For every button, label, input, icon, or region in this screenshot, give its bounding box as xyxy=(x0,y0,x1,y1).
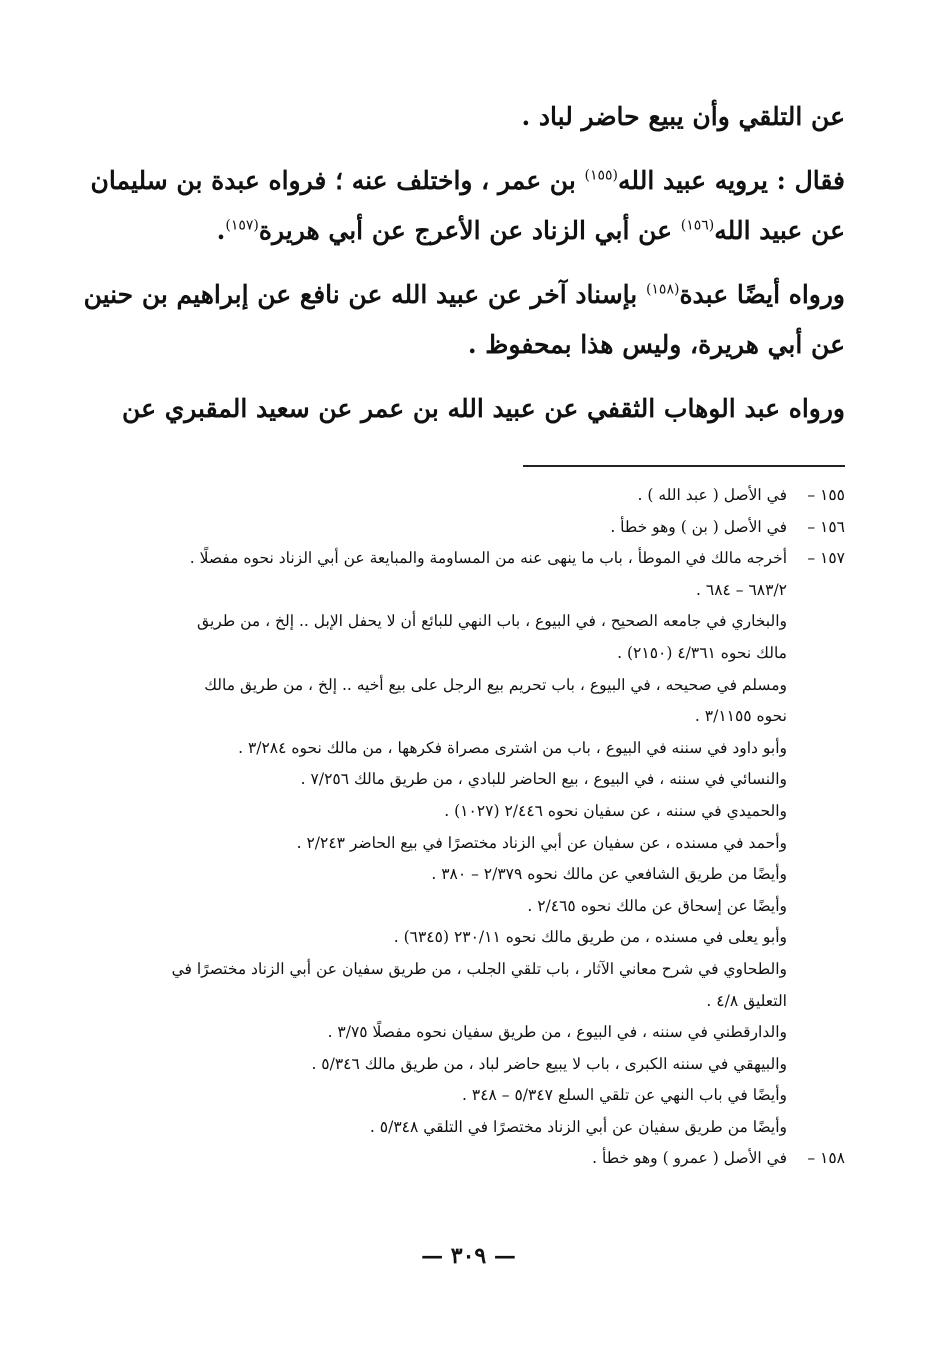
footnote-number: ١٥٨ – xyxy=(807,1149,845,1168)
footnote-ref[interactable]: (١٥٧) xyxy=(225,217,259,234)
footnote-text xyxy=(125,606,787,669)
footnote xyxy=(125,670,845,733)
footnote-line: وأحمد في مسنده ، عن سفيان عن أبي الزناد مختصرًا في بيع الحاضر ٢/٢٤٣ . xyxy=(296,833,787,852)
footnote-text xyxy=(125,1017,787,1049)
footnote-text xyxy=(125,859,787,891)
footnote-line: وأبو داود في سننه في البيوع ، باب من اشترى مصراة فكرهها ، من مالك نحوه ٣/٢٨٤ . xyxy=(238,738,787,757)
main-text xyxy=(83,92,845,434)
text-line xyxy=(125,206,845,256)
text-segment: عن عبيد الله xyxy=(714,216,845,245)
footnote xyxy=(125,1080,845,1112)
footnote-line: في الأصل ( عبد الله ) . xyxy=(637,486,787,504)
footnote-number xyxy=(787,733,845,765)
footnote xyxy=(125,606,845,669)
footnote-text xyxy=(125,954,787,1017)
footnote xyxy=(125,859,845,891)
footnote-number: ١٥٧ – xyxy=(807,549,845,568)
text-segment: ورواه أيضًا عبدة xyxy=(679,280,845,309)
footnote-text xyxy=(125,512,787,544)
footnote xyxy=(125,733,845,765)
footnote-line: مالك نحوه ٤/٣٦١ (٢١٥٠) . xyxy=(617,643,787,662)
footnote xyxy=(125,922,845,954)
footnote-text xyxy=(125,543,787,606)
footnote-text xyxy=(125,733,787,765)
footnote-line: والبيهقي في سننه الكبرى ، باب لا يبيع حاضر لباد ، من طريق مالك ٥/٣٤٦ . xyxy=(311,1054,787,1073)
footnote xyxy=(125,512,845,544)
text-segment: . xyxy=(216,216,226,245)
footnote-text xyxy=(125,1112,787,1144)
footnote-number xyxy=(787,828,845,860)
footnote-number xyxy=(787,764,845,796)
paragraph-4 xyxy=(122,384,845,434)
footnote xyxy=(125,796,845,828)
footnote-number: ١٥٥ – xyxy=(807,486,845,504)
footnote-line: وأبو يعلى في مسنده ، من طريق مالك نحوه ٢٣٠/١١ (٦٣٤٥) . xyxy=(393,928,787,947)
text-line xyxy=(83,270,845,320)
footnotes xyxy=(125,480,845,1175)
footnote-number xyxy=(787,606,845,669)
footnote-line: والحميدي في سننه ، عن سفيان نحوه ٢/٤٤٦ (١٠٢٧) . xyxy=(444,801,787,820)
footnote-text xyxy=(125,764,787,796)
footnote-line: نحوه ٣/١١٥٥ . xyxy=(694,707,787,726)
footnote-text xyxy=(125,1049,787,1081)
footnote-line: في الأصل ( بن ) وهو خطأ . xyxy=(610,517,787,536)
footnote-line: في الأصل ( عمرو ) وهو خطأ . xyxy=(592,1149,787,1168)
paragraph-2 xyxy=(90,156,845,256)
footnote-number xyxy=(787,954,845,1017)
footnote-ref[interactable]: (١٥٨) xyxy=(645,281,680,298)
paragraph-1 xyxy=(125,92,845,142)
footnote-line: والبخاري في جامعه الصحيح ، في البيوع ، باب النهي للبائع أن لا يحفل الإبل .. إلخ ، من طريق xyxy=(197,612,787,631)
footnote-text xyxy=(125,891,787,923)
footnote xyxy=(125,1017,845,1049)
footnote-text xyxy=(125,1080,787,1112)
footnote-text xyxy=(125,670,787,733)
footnote xyxy=(125,764,845,796)
footnote-line: ومسلم في صحيحه ، في البيوع ، باب تحريم بيع الرجل على بيع أخيه .. إلخ ، من طريق مالك xyxy=(204,675,787,694)
footnote-line: وأيضًا من طريق الشافعي عن مالك نحوه ٢/٣٧٩ – ٣٨٠ . xyxy=(431,865,787,884)
footnote-text xyxy=(125,1143,787,1175)
footnote-text xyxy=(125,480,787,512)
text-segment: فقال : يرويه عبيد الله xyxy=(618,166,845,195)
footnote xyxy=(125,1143,845,1175)
footnote-line: والطحاوي في شرح معاني الآثار ، باب تلقي الجلب ، من طريق سفيان عن أبي الزناد مختصرًا في xyxy=(171,959,787,978)
footnote-line: والنسائي في سننه ، في البيوع ، بيع الحاضر للبادي ، من طريق مالك ٧/٢٥٦ . xyxy=(300,770,787,789)
text-segment: بن عمر ، واختلف عنه ؛ فرواه عبدة بن سليمان xyxy=(90,166,585,195)
footnote xyxy=(125,891,845,923)
footnote-number xyxy=(787,670,845,733)
text-segment: عن أبي هريرة، وليس هذا بمحفوظ . xyxy=(467,330,845,359)
text-line xyxy=(125,320,845,370)
footnote-line: التعليق ٤/٨ . xyxy=(706,991,787,1010)
footnote-number xyxy=(787,1080,845,1112)
footnote xyxy=(125,480,845,512)
footnote-number xyxy=(787,922,845,954)
footnote xyxy=(125,828,845,860)
footnote-number xyxy=(787,1112,845,1144)
footnote-line: أخرجه مالك في الموطأ ، باب ما ينهى عنه من المساومة والمبايعة عن أبي الزناد نحوه مفصلًا . xyxy=(189,549,787,568)
footnote-number xyxy=(787,891,845,923)
text-segment: بإسناد آخر عن عبيد الله عن نافع عن إبراهيم بن حنين xyxy=(83,280,646,309)
text-segment: عن أبي الزناد عن الأعرج عن أبي هريرة xyxy=(258,216,681,245)
footnote-ref[interactable]: (١٥٦) xyxy=(680,217,715,234)
footnote xyxy=(125,543,845,606)
footnote-ref[interactable]: (١٥٥) xyxy=(584,167,619,184)
text-line: ورواه عبد الوهاب الثقفي عن عبيد الله بن عمر عن سعيد المقبري عن xyxy=(122,394,845,423)
footnote-separator xyxy=(523,465,845,467)
footnote-line: والدارقطني في سننه ، في البيوع ، من طريق سفيان نحوه مفصلًا ٣/٧٥ . xyxy=(327,1023,787,1042)
footnote xyxy=(125,954,845,1017)
footnote-line: وأيضًا عن إسحاق عن مالك نحوه ٢/٤٦٥ . xyxy=(527,896,787,915)
footnote-text xyxy=(125,796,787,828)
text-line xyxy=(90,156,845,206)
footnote-line: ٦٨٣/٢ – ٦٨٤ . xyxy=(696,580,787,599)
paragraph-3 xyxy=(83,270,845,370)
footnote-line: وأيضًا من طريق سفيان عن أبي الزناد مختصرًا في التلقي ٥/٣٤٨ . xyxy=(369,1117,787,1136)
footnote xyxy=(125,1049,845,1081)
footnote-number xyxy=(787,1049,845,1081)
footnote-number xyxy=(787,1017,845,1049)
footnote-number xyxy=(787,796,845,828)
page-number: — ٣٠٩ — xyxy=(421,1243,516,1269)
footnote-text xyxy=(125,828,787,860)
footnote-line: وأيضًا في باب النهي عن تلقي السلع ٥/٣٤٧ – ٣٤٨ . xyxy=(462,1086,787,1105)
footnote-number: ١٥٦ – xyxy=(807,517,845,536)
footnote-number xyxy=(787,859,845,891)
footnote-text xyxy=(125,922,787,954)
text-line: عن التلقي وأن يبيع حاضر لباد . xyxy=(521,102,845,131)
footnote xyxy=(125,1112,845,1144)
